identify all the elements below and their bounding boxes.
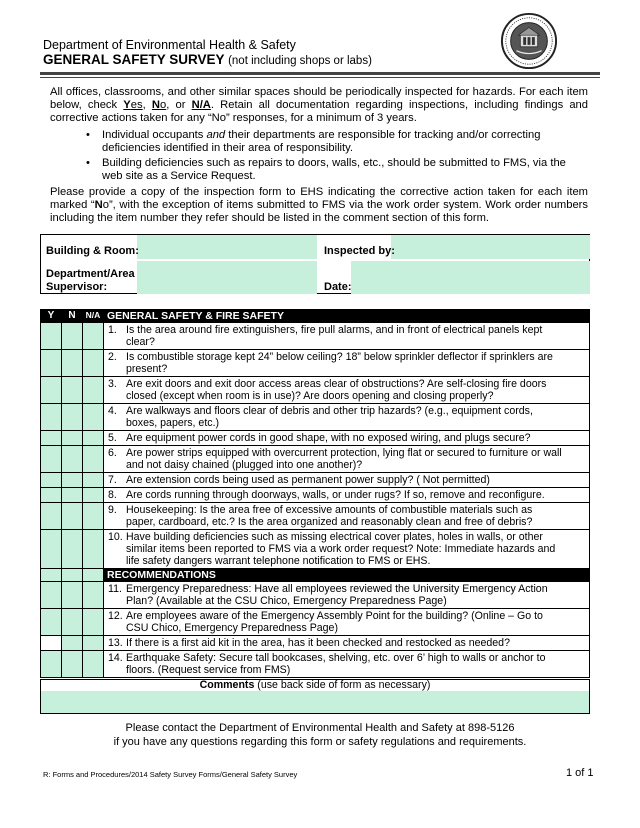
na-option: N/A bbox=[191, 99, 211, 111]
checkbox-y[interactable] bbox=[41, 488, 62, 503]
checkbox-y[interactable] bbox=[41, 404, 62, 431]
supervisor-label: Supervisor: bbox=[46, 281, 108, 293]
checkbox-n[interactable] bbox=[62, 503, 83, 530]
section-cell-n bbox=[62, 569, 83, 582]
instructions-paragraph: Please provide a copy of the inspection form to EHS indicating the corrective action taken for each item marked “No”, with the exception of items submitted to FMS via the work order system. Work order numbers including the item number they refer should be listed in the comment section of this form. bbox=[50, 186, 588, 224]
question-cell bbox=[104, 503, 590, 530]
section-row-recommendations bbox=[41, 569, 590, 582]
checkbox-n[interactable] bbox=[62, 446, 83, 473]
table-header-row bbox=[41, 310, 590, 323]
question-text: Is combustible storage kept 24” below ceiling? 18” below sprinkler deflector if sprinklers are present? bbox=[126, 351, 553, 375]
checkbox-n[interactable] bbox=[62, 350, 83, 377]
column-na: N/A bbox=[83, 310, 104, 323]
question-number: 5. bbox=[108, 432, 117, 444]
question-text: Are walkways and floors clear of debris and other trip hazards? (e.g., equipment cords, boxes, papers, etc.) bbox=[126, 405, 533, 429]
checkbox-n[interactable] bbox=[62, 431, 83, 446]
question-number: 13. bbox=[108, 637, 123, 649]
comments-label: Comments (use back side of form as necessary) bbox=[41, 680, 589, 691]
checkbox-y[interactable] bbox=[41, 431, 62, 446]
form-title: GENERAL SAFETY SURVEY bbox=[43, 52, 225, 67]
checkbox-y[interactable] bbox=[41, 503, 62, 530]
table-row bbox=[41, 377, 590, 404]
question-cell bbox=[104, 431, 590, 446]
question-number: 11. bbox=[108, 583, 122, 595]
building-room-field[interactable] bbox=[137, 235, 317, 259]
checkbox-na[interactable] bbox=[83, 651, 104, 678]
checkbox-y[interactable] bbox=[41, 582, 62, 609]
checkbox-n[interactable] bbox=[62, 323, 83, 350]
comments-box[interactable] bbox=[40, 679, 590, 714]
column-no: N bbox=[62, 310, 83, 323]
table-row bbox=[41, 323, 590, 350]
header-rule-thin bbox=[40, 77, 600, 78]
question-number: 1. bbox=[108, 324, 117, 336]
question-text: Are employees aware of the Emergency Assembly Point for the building? (Online – Go to CSU Chico, Emergency Preparedness Page) bbox=[126, 610, 543, 634]
table-row bbox=[41, 446, 590, 473]
checkbox-n[interactable] bbox=[62, 488, 83, 503]
checkbox-na[interactable] bbox=[83, 582, 104, 609]
question-number: 9. bbox=[108, 504, 117, 516]
question-text: Are extension cords being used as permanent power supply? ( Not permitted) bbox=[126, 474, 490, 486]
table-row bbox=[41, 582, 590, 609]
question-number: 12. bbox=[108, 610, 123, 622]
list-item: • Individual occupants and their departments are responsible for tracking and/or correcting deficiencies identified in their area of responsibility. bbox=[88, 129, 588, 155]
question-number: 6. bbox=[108, 447, 117, 459]
page-number: 1 of 1 bbox=[566, 767, 594, 779]
page-title bbox=[43, 52, 372, 67]
question-cell bbox=[104, 636, 590, 651]
question-text: Housekeeping: Is the area free of excessive amounts of combustible materials such as paper, cardboard, etc.? Is the area organized and reasonably clean and free of debris? bbox=[126, 504, 533, 528]
contact-line-1: Please contact the Department of Environmental Health and Safety at 898-5126 bbox=[125, 722, 515, 734]
question-cell bbox=[104, 404, 590, 431]
question-text: Are cords running through doorways, walls, or under rugs? If so, remove and reconfigure. bbox=[126, 489, 545, 501]
question-number: 8. bbox=[108, 489, 117, 501]
inspected-by-field[interactable] bbox=[391, 235, 590, 259]
table-row bbox=[41, 503, 590, 530]
section-cell-na bbox=[83, 569, 104, 582]
column-yes: Y bbox=[41, 310, 62, 323]
question-text: Earthquake Safety: Secure tall bookcases, shelving, etc. over 6’ high to walls or anchor to floors. (Request service from FMS) bbox=[126, 652, 546, 676]
question-cell bbox=[104, 473, 590, 488]
question-cell bbox=[104, 651, 590, 678]
section-heading-general-safety: GENERAL SAFETY & FIRE SAFETY bbox=[104, 310, 590, 323]
question-text: If there is a first aid kit in the area, has it been checked and restocked as needed? bbox=[126, 637, 510, 649]
question-number: 7. bbox=[108, 474, 117, 486]
question-number: 10. bbox=[108, 531, 123, 543]
checkbox-y[interactable] bbox=[41, 530, 62, 569]
question-number: 3. bbox=[108, 378, 117, 390]
checkbox-y[interactable] bbox=[41, 323, 62, 350]
checkbox-n[interactable] bbox=[62, 609, 83, 636]
checkbox-n[interactable] bbox=[62, 473, 83, 488]
checkbox-y[interactable] bbox=[41, 651, 62, 678]
table-row bbox=[41, 636, 590, 651]
yes-option: Yes bbox=[123, 99, 143, 111]
department-label: Department/Area bbox=[46, 268, 135, 280]
question-cell bbox=[104, 582, 590, 609]
checkbox-na[interactable] bbox=[83, 636, 104, 651]
checkbox-y[interactable] bbox=[41, 350, 62, 377]
no-option: No bbox=[151, 99, 167, 111]
checkbox-na[interactable] bbox=[83, 323, 104, 350]
question-cell bbox=[104, 446, 590, 473]
department-name: Department of Environmental Health & Safety bbox=[43, 38, 296, 52]
checkbox-n[interactable] bbox=[62, 651, 83, 678]
question-cell bbox=[104, 377, 590, 404]
question-cell bbox=[104, 350, 590, 377]
form-subtitle: (not including shops or labs) bbox=[228, 55, 372, 67]
question-number: 14. bbox=[108, 652, 123, 664]
supervisor-field[interactable] bbox=[137, 261, 317, 294]
checkbox-n[interactable] bbox=[62, 530, 83, 569]
checkbox-n[interactable] bbox=[62, 404, 83, 431]
checkbox-na[interactable] bbox=[83, 377, 104, 404]
table-row bbox=[41, 431, 590, 446]
question-cell bbox=[104, 609, 590, 636]
section-cell-y bbox=[41, 569, 62, 582]
header-rule-thick bbox=[40, 72, 600, 75]
checkbox-n[interactable] bbox=[62, 582, 83, 609]
checkbox-na[interactable] bbox=[83, 488, 104, 503]
intro-paragraph: All offices, classrooms, and other similar spaces should be periodically inspected for hazards. For each item below, check Yes, No, or N/A. Retain all documentation regarding inspections, including findings and corrective actions taken for any “No” responses, for a minimum of 3 years. bbox=[50, 86, 589, 124]
question-text: Are exit doors and exit door access areas clear of obstructions? Are self-closing fire doors closed (except when room is in use)? Are doors opening and closing properly? bbox=[126, 378, 547, 402]
inspected-by-label: Inspected by: bbox=[324, 245, 395, 257]
university-seal-icon bbox=[500, 12, 558, 70]
question-cell bbox=[104, 323, 590, 350]
checkbox-n[interactable] bbox=[62, 636, 83, 651]
question-text: Emergency Preparedness: Have all employees reviewed the University Emergency Action Plan? (Available at the CSU Chico, Emergency Preparedness Page) bbox=[126, 583, 548, 607]
date-field[interactable] bbox=[351, 261, 590, 294]
table-row bbox=[41, 404, 590, 431]
question-text: Have building deficiencies such as missing electrical cover plates, holes in walls, or other similar items been reported to FMS via a work order request? Note: Immediate hazards and life safety dangers warrant telephone notification to FMS or EHS. bbox=[126, 531, 556, 567]
contact-line-2: if you have any questions regarding this form or safety regulations and requirements. bbox=[113, 736, 527, 748]
table-row bbox=[41, 350, 590, 377]
date-label: Date: bbox=[324, 281, 352, 293]
checkbox-na[interactable] bbox=[83, 609, 104, 636]
question-text: Are power strips equipped with overcurrent protection, lying flat or secured to furniture or wall and not daisy chained (plugged into one another)? bbox=[126, 447, 562, 471]
checkbox-na[interactable] bbox=[83, 350, 104, 377]
checkbox-na[interactable] bbox=[83, 503, 104, 530]
table-row bbox=[41, 609, 590, 636]
checkbox-na[interactable] bbox=[83, 530, 104, 569]
section-heading-recommendations: RECOMMENDATIONS bbox=[104, 569, 590, 582]
survey-table bbox=[40, 309, 590, 678]
question-number: 2. bbox=[108, 351, 117, 363]
checkbox-y[interactable] bbox=[41, 446, 62, 473]
table-row bbox=[41, 651, 590, 678]
table-row bbox=[41, 488, 590, 503]
list-item: • Building deficiencies such as repairs to doors, walls, etc., should be submitted to FMS, via the web site as a Service Request. bbox=[88, 157, 588, 183]
survey-info-box bbox=[40, 234, 590, 294]
building-room-label: Building & Room: bbox=[46, 245, 139, 257]
question-cell bbox=[104, 530, 590, 569]
question-text: Is the area around fire extinguishers, fire pull alarms, and in front of electrical panels kept clear? bbox=[126, 324, 543, 348]
checkbox-na[interactable] bbox=[83, 473, 104, 488]
table-row bbox=[41, 473, 590, 488]
table-row bbox=[41, 530, 590, 569]
checkbox-y[interactable] bbox=[41, 473, 62, 488]
instruction-list bbox=[88, 129, 588, 185]
checkbox-na[interactable] bbox=[83, 404, 104, 431]
footer-file-path: R: Forms and Procedures/2014 Safety Survey Forms/General Safety Survey bbox=[43, 770, 298, 779]
checkbox-n[interactable] bbox=[62, 377, 83, 404]
checkbox-na[interactable] bbox=[83, 431, 104, 446]
checkbox-na[interactable] bbox=[83, 446, 104, 473]
checkbox-y[interactable] bbox=[41, 377, 62, 404]
checkbox-y[interactable] bbox=[41, 636, 62, 651]
question-text: Are equipment power cords in good shape, with no exposed wiring, and plugs secure? bbox=[126, 432, 531, 444]
checkbox-y[interactable] bbox=[41, 609, 62, 636]
question-cell bbox=[104, 488, 590, 503]
question-number: 4. bbox=[108, 405, 117, 417]
